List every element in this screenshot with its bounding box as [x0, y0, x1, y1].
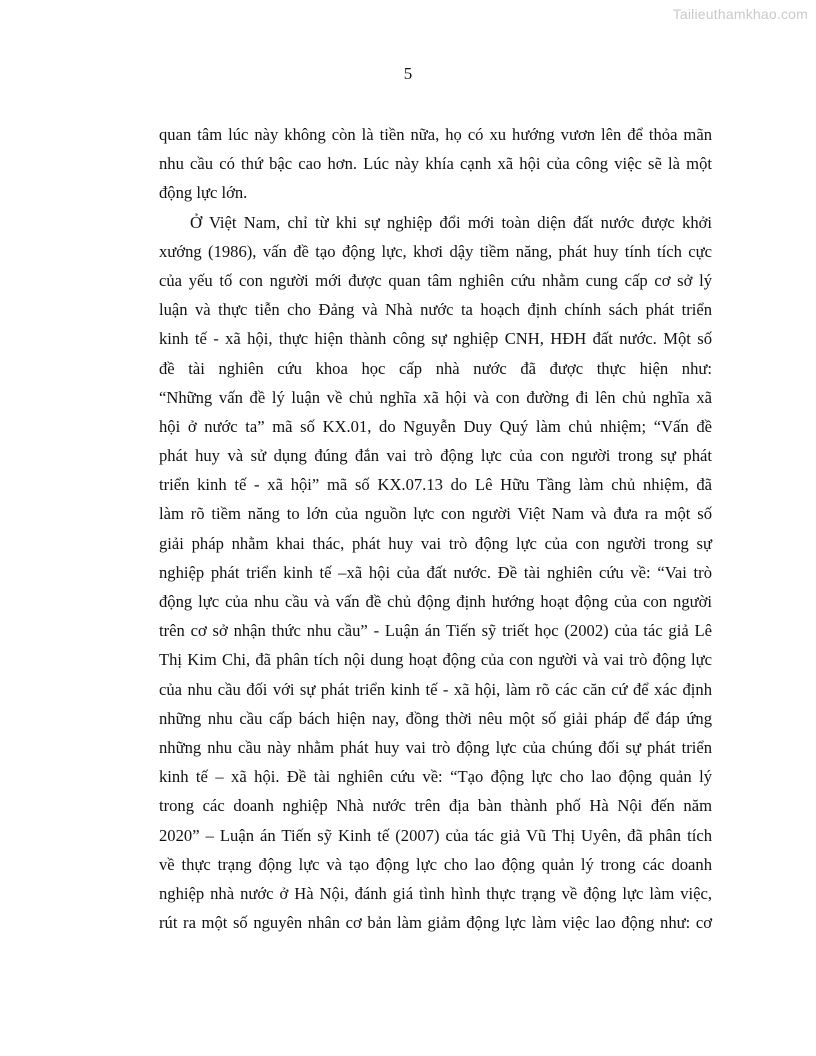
text-line: của nhu cầu đối với sự phát triển kinh tế - xã hội, làm rõ các căn cứ để xác định	[159, 679, 712, 699]
text-line: làm rõ tiềm năng to lớn của nguồn lực con người Việt Nam và đưa ra một số	[159, 504, 712, 524]
text-line: “Những vấn đề lý luận về chủ nghĩa xã hội và con đường đi lên chủ nghĩa xã	[159, 387, 712, 407]
text-line: giải pháp nhằm khai thác, phát huy vai trò động lực của con người trong sự	[159, 533, 712, 553]
watermark: Tailieuthamkhao.com	[672, 6, 808, 22]
page-number: 5	[403, 64, 413, 83]
text-line: trong các doanh nghiệp Nhà nước trên địa bàn thành phố Hà Nội đến năm	[159, 796, 712, 816]
text-line: động lực lớn.	[159, 183, 248, 203]
text-line: hội ở nước ta” mã số KX.01, do Nguyễn Duy Quý làm chủ nhiệm; “Vấn đề	[159, 416, 712, 436]
text-line: động lực của nhu cầu và vấn đề chủ động định hướng hoạt động của con người	[159, 592, 712, 611]
text-line: đề tài nghiên cứu khoa học cấp nhà nước đã được thực hiện như:	[159, 358, 712, 378]
text-line: xướng (1986), vấn đề tạo động lực, khơi dậy tiềm năng, phát huy tính tích cực	[159, 241, 712, 261]
text-line: trên cơ sở nhận thức nhu cầu” - Luận án Tiến sỹ triết học (2002) của tác giả Lê	[159, 621, 712, 641]
text-line: Thị Kim Chi, đã phân tích nội dung hoạt động của con người và vai trò động lực	[159, 650, 712, 670]
text-line: những nhu cầu này nhằm phát huy vai trò động lực của chúng đối sự phát triển	[159, 737, 712, 757]
text-line: rút ra một số nguyên nhân cơ bản làm giảm động lực làm việc lao động như: cơ	[159, 913, 712, 933]
text-line: những nhu cầu cấp bách hiện nay, đồng thời nêu một số giải pháp để đáp ứng	[159, 708, 712, 728]
text-line: kinh tế – xã hội. Đề tài nghiên cứu về: “Tạo động lực cho lao động quản lý	[159, 767, 712, 787]
text-line: triển kinh tế - xã hội” mã số KX.07.13 do Lê Hữu Tầng làm chủ nhiệm, đã	[159, 475, 712, 495]
text-line: của yếu tố con người mới được quan tâm nghiên cứu nhằm cung cấp cơ sở lý	[159, 270, 712, 290]
text-line: nghiệp nhà nước ở Hà Nội, đánh giá tình hình thực trạng về động lực làm việc,	[159, 883, 712, 903]
text-line: kinh tế - xã hội, thực hiện thành công sự nghiệp CNH, HĐH đất nước. Một số	[159, 329, 712, 349]
text-line: về thực trạng động lực và tạo động lực cho lao động quản lý trong các doanh	[159, 854, 712, 874]
text-line: nhu cầu có thứ bậc cao hơn. Lúc này khía cạnh xã hội của công việc sẽ là một	[159, 154, 712, 174]
document-body	[159, 120, 712, 937]
text-line: phát huy và sử dụng đúng đắn vai trò động lực của con người trong sự phát	[159, 446, 712, 466]
paragraph-1	[159, 120, 712, 208]
paragraph-2	[159, 208, 712, 938]
text-line: nghiệp phát triển kinh tế –xã hội của đất nước. Đề tài nghiên cứu về: “Vai trò	[159, 562, 712, 582]
text-line: quan tâm lúc này không còn là tiền nữa, họ có xu hướng vươn lên để thỏa mãn	[159, 125, 712, 144]
text-line: luận và thực tiễn cho Đảng và Nhà nước ta hoạch định chính sách phát triển	[159, 300, 712, 320]
text-line: 2020” – Luận án Tiến sỹ Kinh tế (2007) của tác giả Vũ Thị Uyên, đã phân tích	[159, 825, 712, 845]
text-line: Ở Việt Nam, chỉ từ khi sự nghiệp đổi mới toàn diện đất nước được khởi	[190, 212, 712, 232]
